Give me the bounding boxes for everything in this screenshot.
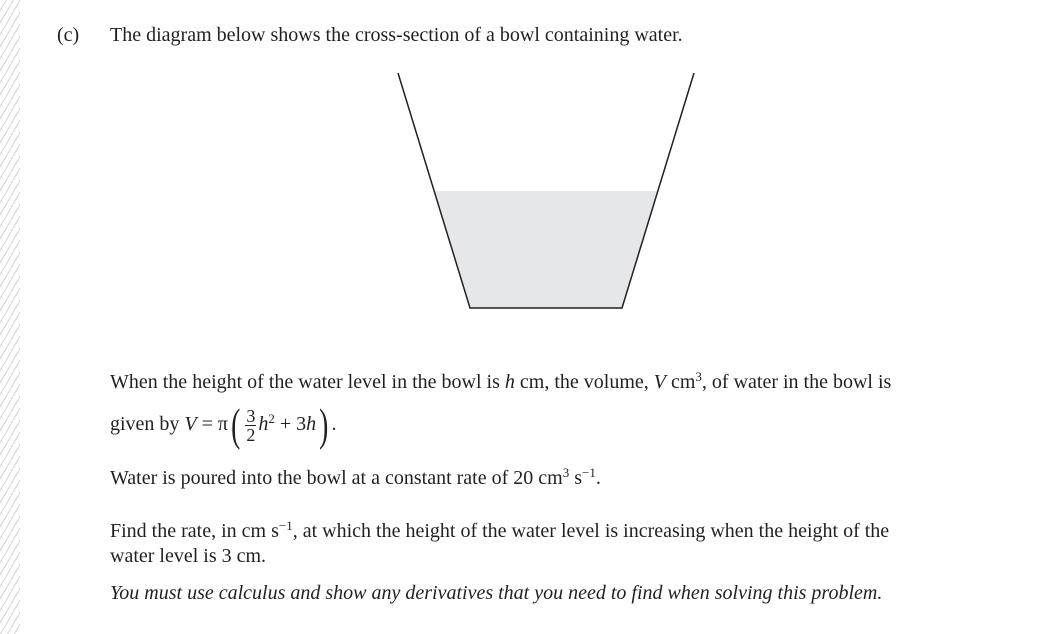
instruction-text: You must use calculus and show any derivatives that you need to find when solving this problem. [110, 582, 883, 604]
intro-text: The diagram below shows the cross-section of a bowl containing water. [110, 24, 683, 46]
pour-rate-text: Water is poured into the bowl at a constant rate of 20 $cm^3$ $s^{-1}$. [110, 465, 601, 489]
volume-description: When the height of the water level in the bowl is h cm, the volume, V $cm^3$, of water in the bowl is [110, 369, 892, 393]
task-text: Find the rate, in cm $s^{-1}$, at which the height of the water level is increasing when the height of the [110, 518, 890, 542]
water-fill [434, 191, 658, 308]
part-label: (c) [57, 24, 80, 46]
volume-formula: given by V = π( $\frac{3}{2}$ $h^2 + 3h$) . [110, 399, 337, 451]
task-text-cont: water level is 3 cm. [110, 545, 267, 567]
